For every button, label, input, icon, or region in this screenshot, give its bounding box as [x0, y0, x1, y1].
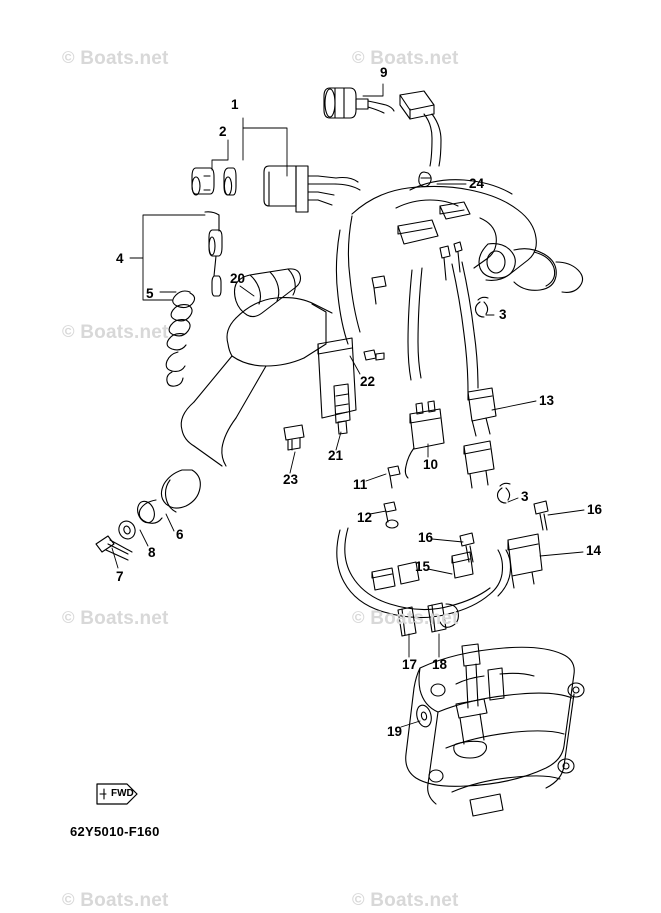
callout-number: 9 [380, 65, 388, 80]
watermark: © Boats.net [352, 890, 459, 911]
callout-number: 16 [418, 530, 434, 545]
diagram-part-number: 62Y5010-F160 [70, 824, 160, 839]
callout-number: 7 [116, 569, 124, 584]
callout-number: 19 [387, 724, 403, 739]
callout-number: 14 [586, 543, 602, 558]
callout-number: 21 [328, 448, 344, 463]
callout-number: 16 [587, 502, 603, 517]
callout-number: 11 [353, 477, 368, 492]
callout-number: 10 [423, 457, 439, 472]
callout-number: 22 [360, 374, 376, 389]
callout-number: 5 [146, 286, 154, 301]
fwd-direction-label: FWD [111, 788, 134, 799]
callout-number: 15 [415, 559, 431, 574]
callout-number: 17 [402, 657, 418, 672]
callout-number: 6 [176, 527, 184, 542]
callout-number: 3 [499, 307, 507, 322]
watermark: © Boats.net [62, 608, 169, 629]
watermark: © Boats.net [352, 608, 459, 629]
watermark: © Boats.net [62, 890, 169, 911]
watermark: © Boats.net [62, 322, 169, 343]
callout-number: 4 [116, 251, 124, 266]
callout-number: 20 [230, 271, 246, 286]
callout-number: 18 [432, 657, 448, 672]
callout-number: 13 [539, 393, 555, 408]
watermark: © Boats.net [62, 48, 169, 69]
callout-number: 2 [219, 124, 227, 139]
callout-number: 8 [148, 545, 156, 560]
callout-number: 23 [283, 472, 299, 487]
callout-number: 1 [231, 97, 239, 112]
watermark: © Boats.net [352, 48, 459, 69]
callout-number: 3 [521, 489, 529, 504]
callout-number: 12 [357, 510, 373, 525]
callout-number: 24 [469, 176, 485, 191]
